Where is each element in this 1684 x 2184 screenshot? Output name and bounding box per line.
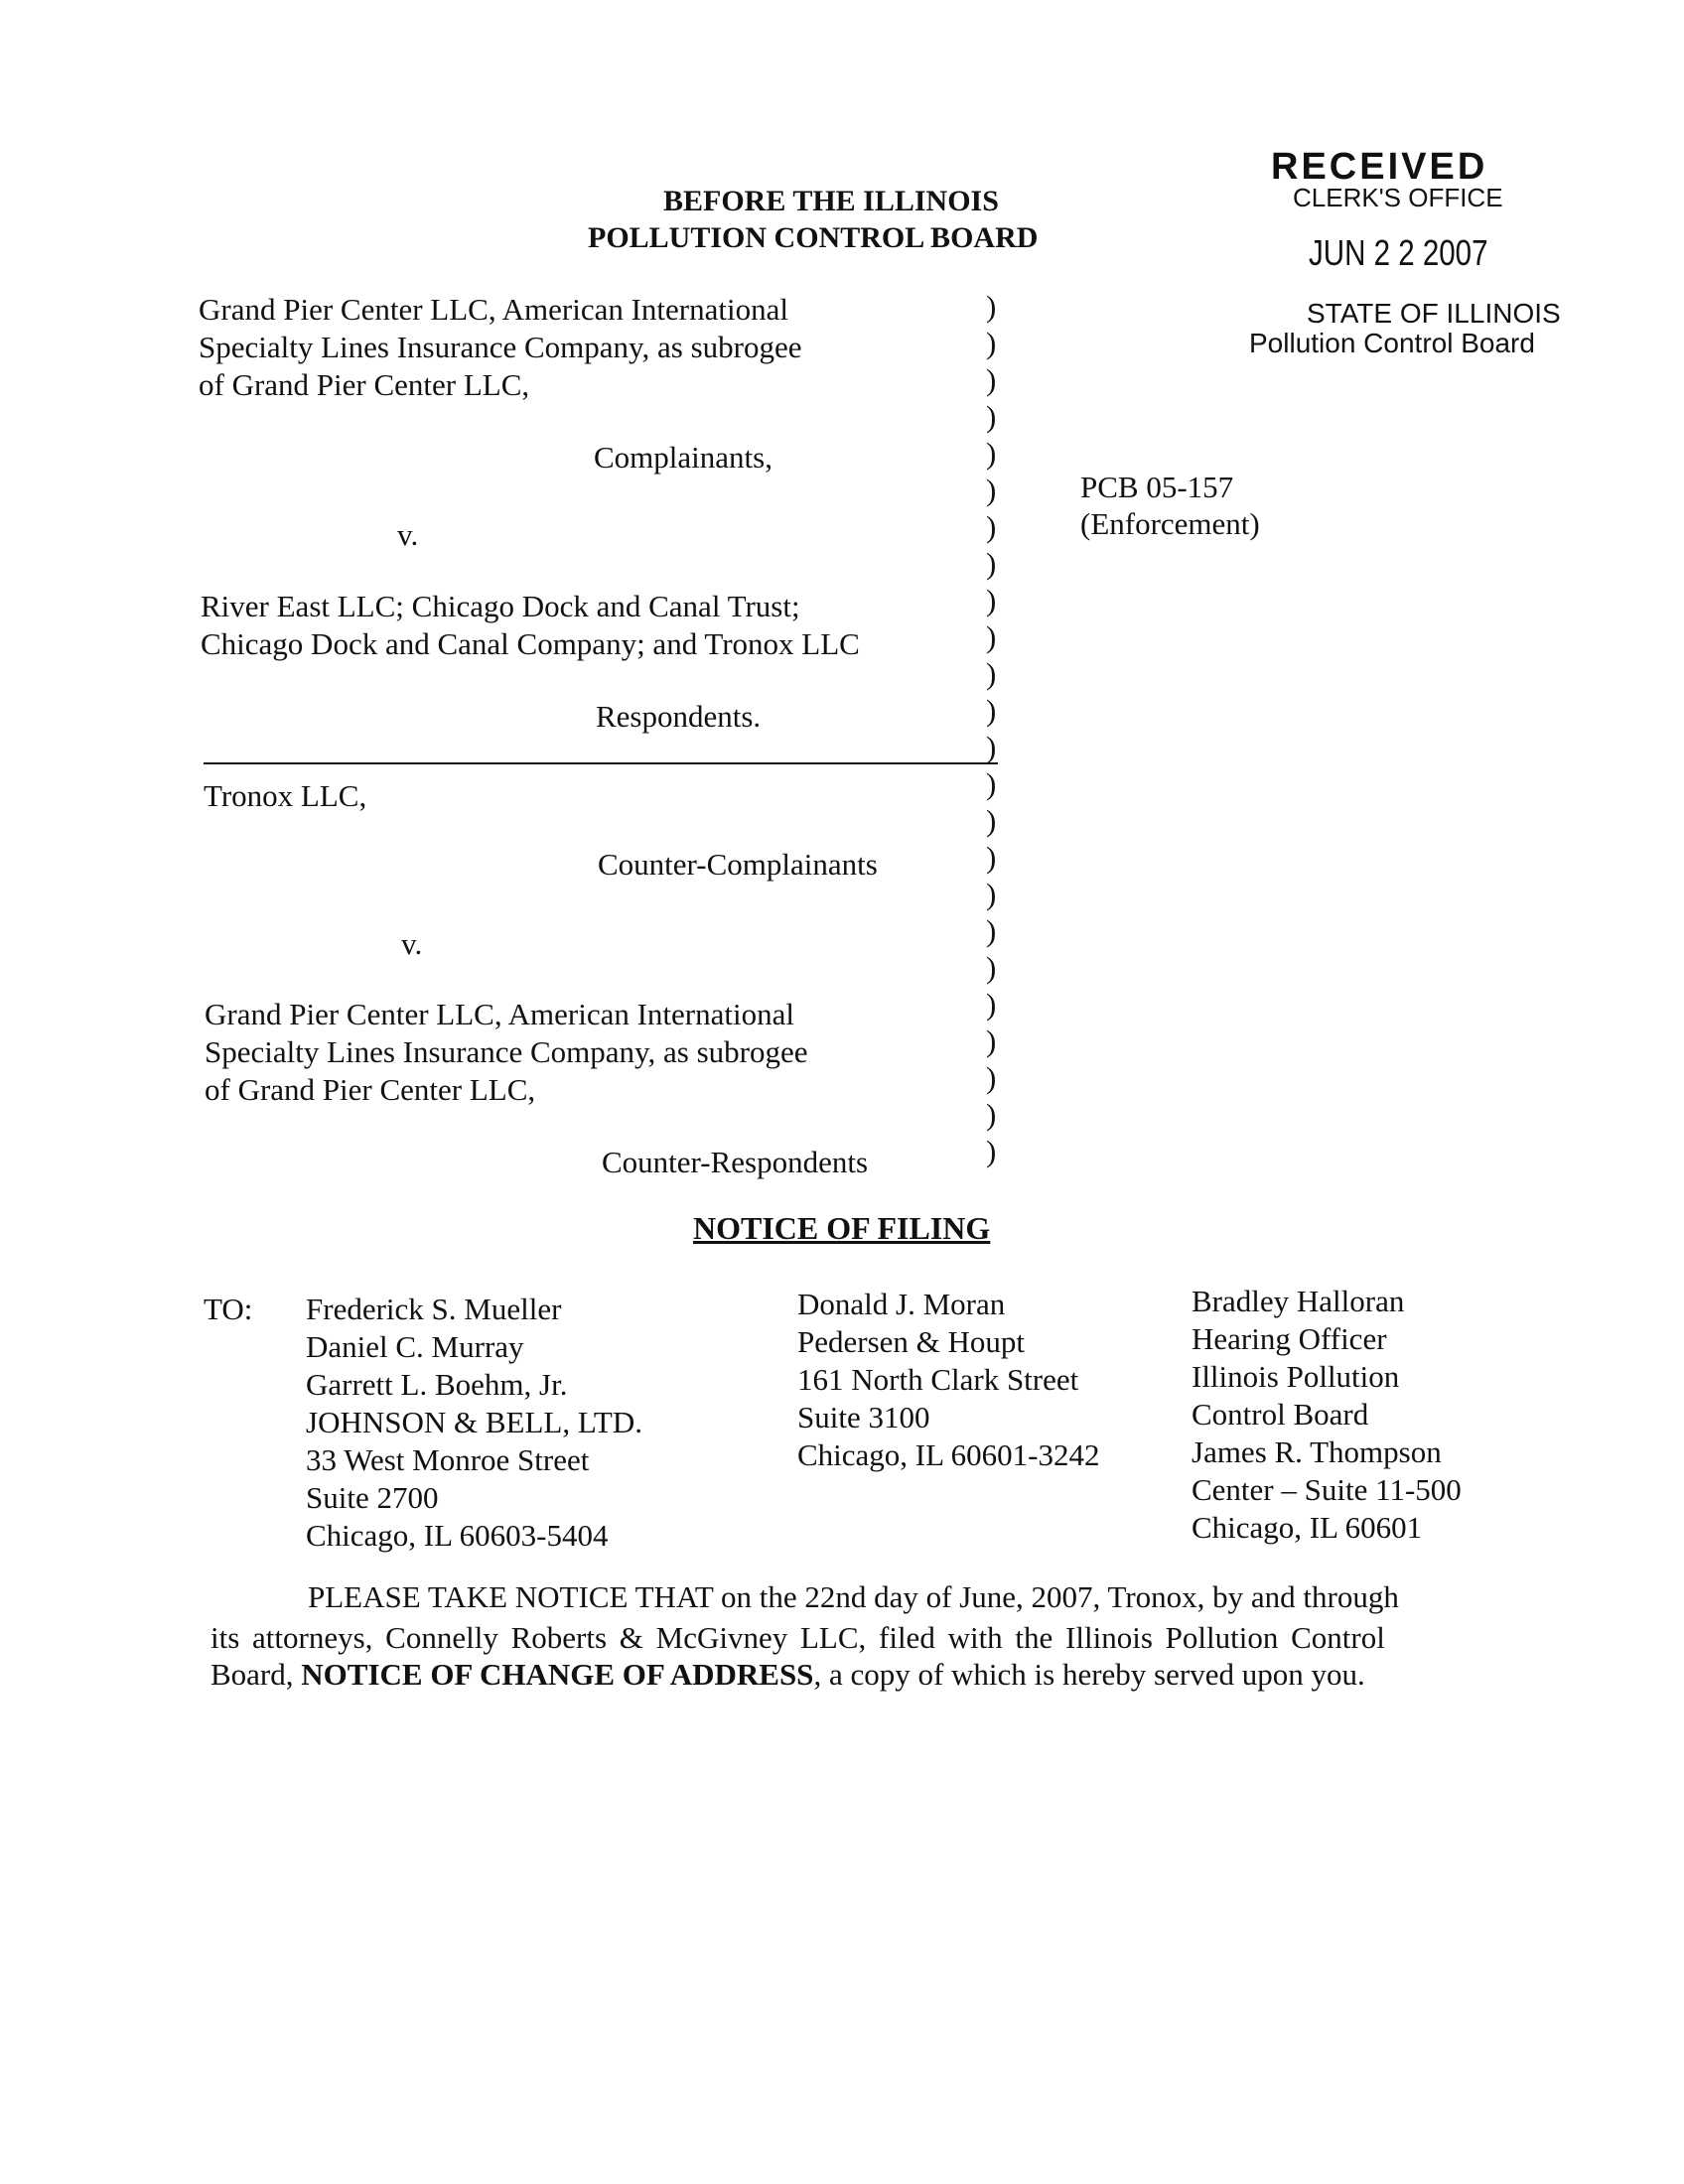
- recipient-line: Illinois Pollution: [1192, 1359, 1400, 1394]
- recipient-line: Bradley Halloran: [1192, 1284, 1405, 1318]
- recipient-line: Suite 2700: [306, 1480, 439, 1515]
- complainant-line: Specialty Lines Insurance Company, as subrogee: [199, 330, 802, 364]
- paren: ): [986, 583, 997, 617]
- caption-parentheses: [986, 288, 996, 1169]
- recipient-3: [1192, 1283, 1462, 1547]
- respondent-line: Chicago Dock and Canal Company; and Tronox LLC: [201, 626, 860, 661]
- body-line-3-end: , a copy of which is hereby served upon you.: [813, 1657, 1365, 1692]
- paren: ): [986, 1134, 997, 1168]
- respondents-role: Respondents.: [596, 699, 762, 734]
- paren: ): [986, 436, 997, 471]
- counter-complainants-role: Counter-Complainants: [598, 847, 878, 882]
- counter-respondents-names: [205, 996, 807, 1109]
- recipient-line: Daniel C. Murray: [306, 1329, 524, 1364]
- recipient-line: Chicago, IL 60603-5404: [306, 1518, 609, 1553]
- paren: ): [986, 509, 997, 544]
- paren: ): [986, 473, 997, 507]
- to-label: TO:: [204, 1292, 253, 1326]
- recipient-line: Pedersen & Houpt: [797, 1324, 1026, 1359]
- paren: ): [986, 693, 997, 728]
- complainant-line: Grand Pier Center LLC, American International: [199, 292, 788, 327]
- versus-1: v.: [397, 517, 419, 552]
- counter-respondent-line: Grand Pier Center LLC, American International: [205, 997, 794, 1031]
- paren: ): [986, 950, 997, 985]
- recipient-line: Center – Suite 11-500: [1192, 1472, 1462, 1507]
- recipient-line: JOHNSON & BELL, LTD.: [306, 1405, 643, 1439]
- paren: ): [986, 289, 997, 324]
- paren: ): [986, 730, 997, 764]
- paren: ): [986, 1060, 997, 1095]
- paren: ): [986, 1097, 997, 1132]
- stamp-date: JUN 2 2 2007: [1309, 232, 1488, 273]
- paren: ): [986, 803, 997, 838]
- versus-2: v.: [401, 926, 423, 961]
- recipient-line: Frederick S. Mueller: [306, 1292, 562, 1326]
- stamp-received: RECEIVED: [1271, 146, 1488, 188]
- counter-respondent-line: Specialty Lines Insurance Company, as subrogee: [205, 1034, 808, 1069]
- paren: ): [986, 326, 997, 360]
- stamp-office: CLERK'S OFFICE: [1293, 183, 1503, 212]
- paren: ): [986, 656, 997, 691]
- paren: ): [986, 619, 997, 654]
- stamp-board: Pollution Control Board: [1249, 328, 1535, 358]
- paren: ): [986, 546, 997, 581]
- recipient-2: [797, 1286, 1100, 1474]
- respondent-line: River East LLC; Chicago Dock and Canal Trust;: [201, 589, 800, 623]
- complainants-names: [199, 291, 801, 404]
- recipient-line: Control Board: [1192, 1397, 1369, 1432]
- case-type: (Enforcement): [1080, 506, 1260, 541]
- paren: ): [986, 399, 997, 434]
- respondents-names: [201, 588, 860, 663]
- body-line-3: [210, 1656, 1365, 1694]
- complainants-role: Complainants,: [594, 440, 772, 475]
- recipient-line: Hearing Officer: [1192, 1321, 1387, 1356]
- body-line-3-start: Board,: [210, 1657, 302, 1692]
- case-number: PCB 05-157: [1080, 470, 1234, 504]
- recipient-line: Donald J. Moran: [797, 1287, 1006, 1321]
- recipient-1: [306, 1291, 642, 1555]
- counter-complainant-name: Tronox LLC,: [204, 778, 367, 813]
- paren: ): [986, 987, 997, 1022]
- counter-respondent-line: of Grand Pier Center LLC,: [205, 1072, 536, 1107]
- header-line-2: POLLUTION CONTROL BOARD: [588, 221, 1039, 254]
- complainant-line: of Grand Pier Center LLC,: [199, 367, 530, 402]
- recipient-line: Suite 3100: [797, 1400, 930, 1434]
- recipient-line: James R. Thompson: [1192, 1434, 1442, 1469]
- recipient-line: Garrett L. Boehm, Jr.: [306, 1367, 568, 1402]
- stamp-state: STATE OF ILLINOIS: [1307, 298, 1561, 329]
- paren: ): [986, 362, 997, 397]
- body-line-2: its attorneys, Connelly Roberts & McGivney LLC, filed with the Illinois Pollution Control: [210, 1620, 1385, 1655]
- recipient-line: Chicago, IL 60601: [1192, 1510, 1423, 1545]
- paren: ): [986, 877, 997, 911]
- recipient-line: Chicago, IL 60601-3242: [797, 1437, 1100, 1472]
- body-line-1: PLEASE TAKE NOTICE THAT on the 22nd day of June, 2007, Tronox, by and through: [308, 1579, 1399, 1614]
- counter-respondents-role: Counter-Respondents: [602, 1145, 869, 1179]
- notice-title: NOTICE OF FILING: [693, 1210, 991, 1246]
- paren: ): [986, 1024, 997, 1058]
- recipient-line: 161 North Clark Street: [797, 1362, 1079, 1397]
- paren: ): [986, 766, 997, 801]
- paren: ): [986, 913, 997, 948]
- recipient-line: 33 West Monroe Street: [306, 1442, 590, 1477]
- header-line-1: BEFORE THE ILLINOIS: [663, 185, 999, 217]
- body-line-3-bold: NOTICE OF CHANGE OF ADDRESS: [301, 1657, 814, 1692]
- caption-divider: [204, 762, 998, 764]
- paren: ): [986, 840, 997, 875]
